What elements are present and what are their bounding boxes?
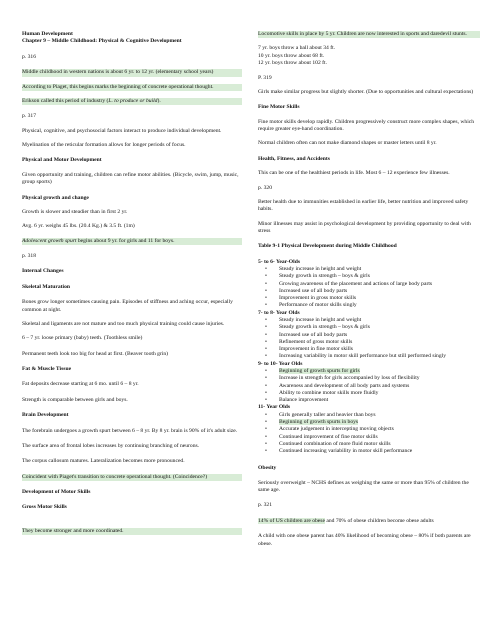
section-heading: Fat & Muscle Tissue: [22, 366, 72, 372]
list-item: • Improvement in fine motor skills: [258, 346, 480, 353]
list-item: • Accurate judgement in intercepting moving objects: [258, 426, 480, 433]
paragraph: Better health due to immunities established in earlier life, better nutrition and improved safety habits.: [258, 198, 469, 213]
paragraph: Skeletal and ligaments are not mature and too much physical training could cause injuries.: [22, 320, 225, 327]
age-group-title: 9- to 10- Year Olds: [258, 360, 303, 367]
list-item: • Steady growth in strength – boys & girls: [258, 273, 480, 280]
highlight-paragraph: Middle childhood in western nations is about 6 yr. to 12 yr. (elementary school years): [22, 69, 242, 76]
paragraph: 7 yr. boys throw a ball about 34 ft.: [258, 45, 336, 52]
highlight-paragraph: Adolescent growth spurt begins about 9 yr. for girls and 11 for boys.: [22, 238, 242, 245]
paragraph: 10 yr. boys throw about 68 ft.: [258, 52, 325, 59]
list-item: • Ability to combine motor skills more fluidly: [258, 390, 480, 397]
list-item: • Increased use of all body parts: [258, 332, 480, 339]
list-item: • Steady increase in height and weight: [258, 266, 480, 273]
left-column: [22, 0, 242, 535]
bullet-list: [258, 412, 480, 456]
paragraph: Physical, cognitive, and psychosocial factors interact to produce individual development.: [22, 127, 222, 134]
right-column: [258, 0, 480, 548]
age-group-title: 7- to 8- Year Olds: [258, 309, 300, 316]
list-item: • Continued combination of more fluid motor skills: [258, 441, 480, 448]
paragraph: Given opportunity and training, children can refine motor abilities. (Bicycle, swim, jump, music, group sports): [22, 171, 239, 186]
bullet-list: [258, 368, 480, 404]
list-item: • Growing awareness of the placement and actions of large body parts: [258, 281, 480, 288]
paragraph: Permanent teeth look too big for head at first. (Beaver tooth grin): [22, 350, 169, 357]
paragraph: Minor illnesses may assist in psychological development by providing opportunity to deal with stress: [258, 220, 471, 234]
section-heading: Obesity: [258, 465, 277, 472]
list-item: • Performance of motor skills singly: [258, 302, 480, 309]
list-item: • Balance improvement: [258, 397, 480, 404]
page-ref: p. 318: [22, 253, 36, 259]
section-heading: Skeletal Maturation: [22, 283, 71, 290]
paragraph: Girls make similar progress but slightly shorter. (Due to opportunities and cultural expectations): [258, 88, 474, 95]
section-heading: Physical and Motor Development: [22, 157, 102, 164]
paragraph: The forebrain undergoes a growth spurt between 6 – 8 yr. By 8 yr. brain is 90% of it's adult size.: [22, 427, 238, 434]
section-heading: Fine Motor Skills: [258, 104, 300, 111]
list-item: • Beginning of growth spurts for girls: [258, 368, 480, 375]
list-item: • Beginning of growth spurts in boys: [258, 419, 480, 426]
paragraph: Bones grow longer sometimes causing pain. Episodes of stiffness and aching occur, especially common at night.: [22, 299, 233, 313]
paragraph: This can be one of the healthiest periods in life. Most 6 – 12 experience few illnesses.: [258, 170, 450, 177]
paragraph: Myelination of the reticular formation allows for longer periods of focus.: [22, 142, 186, 148]
age-group-title: 5- to 6- Year-Olds: [258, 258, 300, 265]
paragraph: Growth is slower and steadier than in first 2 yr.: [22, 208, 128, 215]
list-item: • Refinement of gross motor skills: [258, 339, 480, 346]
section-heading: Physical growth and change: [22, 194, 89, 201]
bullet-list: [258, 317, 480, 361]
paragraph: Fat deposits decrease starting at 6 mo. until 6 – 8 yr.: [22, 381, 139, 388]
highlight-paragraph: Coincident with Piaget's transition to concrete operational thought. (Coincidence?): [22, 474, 242, 481]
chapter-title: Chapter 9 – Middle Childhood: Physical & Cognitive Development: [22, 38, 182, 45]
list-item: • Increasing variability in motor skill performance but still performed singly: [258, 353, 480, 360]
section-heading: Gross Motor Skills: [22, 504, 67, 511]
page-ref: p. 316: [22, 53, 36, 60]
paragraph: Strength is comparable between girls and boys.: [22, 396, 128, 403]
highlight-paragraph: Erikson called this period of industry (L. to produce or build).: [22, 98, 242, 105]
list-item: • Awareness and development of all body parts and systems: [258, 383, 480, 390]
section-heading: Health, Fitness, and Accidents: [258, 155, 330, 162]
list-item: • Steady growth in strength – boys & girls: [258, 324, 480, 331]
paragraph: 14% of US children are obese and 70% of obese children become obese adults: [258, 517, 434, 524]
page-ref: p. 317: [22, 113, 36, 120]
paragraph: The corpus callosum matures. Lateralization becomes more pronounced.: [22, 458, 185, 465]
highlight-paragraph: Locomotive skills in place by 5 yr. Children are now interested in sports and daredevil stunts.: [258, 31, 480, 38]
paragraph: Normal children often can not make diamond shapes or master letters until 8 yr.: [258, 140, 437, 147]
bullet-list: [258, 266, 480, 310]
table-title: Table 9-1 Physical Development during Middle Childhood: [258, 243, 397, 250]
paragraph: A child with one obese parent has 40% likelihood of becoming obese – 80% if both parents are obese.: [258, 533, 471, 547]
paragraph: 6 – 7 yr. loose primary (baby) teeth. (Toothless smile): [22, 335, 143, 342]
page-ref: p. 321: [258, 502, 272, 509]
paragraph: Avg. 6 yr. weighs 45 lbs. (20.4 Kg.) & 3.5 ft. (1m): [22, 223, 135, 230]
list-item: • Increase in strength for girls accompanied by loss of flexibility: [258, 375, 480, 382]
paragraph: 12 yr. boys throw about 102 ft.: [258, 60, 327, 67]
list-item: • Steady increase in height and weight: [258, 317, 480, 324]
list-item: • Continued improvement of fine motor skills: [258, 434, 480, 441]
list-item: • Continued increasing variability in motor skill performance: [258, 448, 480, 455]
paragraph: The surface area of frontal lobes increases by continuing branching of neurons.: [22, 442, 200, 449]
highlight-paragraph: According to Piaget, this begins marks the beginning of concrete operational thought.: [22, 84, 242, 91]
doc-title: Human Development: [22, 31, 73, 37]
section-heading: Development of Motor Skills: [22, 489, 91, 495]
page-ref: P. 319: [258, 74, 272, 81]
list-item: • Improvement in gross motor skills: [258, 295, 480, 302]
section-heading: Internal Changes: [22, 268, 64, 275]
age-group-title: 11- Year Olds: [258, 404, 291, 411]
paragraph: Seriously overweight – NCHS defines as weighing the same or more than 95% of children the same age.: [258, 479, 469, 494]
page-ref: p. 320: [258, 184, 272, 191]
highlight-paragraph: They become stronger and more coordinated.: [22, 528, 242, 535]
section-heading: Brain Development: [22, 412, 69, 419]
list-item: • Increased use of all body parts: [258, 288, 480, 295]
paragraph: Fine motor skills develop rapidly. Children progressively construct more complex shapes, which require greater eye-hand coordination.: [258, 118, 475, 132]
list-item: • Girls generally taller and heavier than boys: [258, 412, 480, 419]
